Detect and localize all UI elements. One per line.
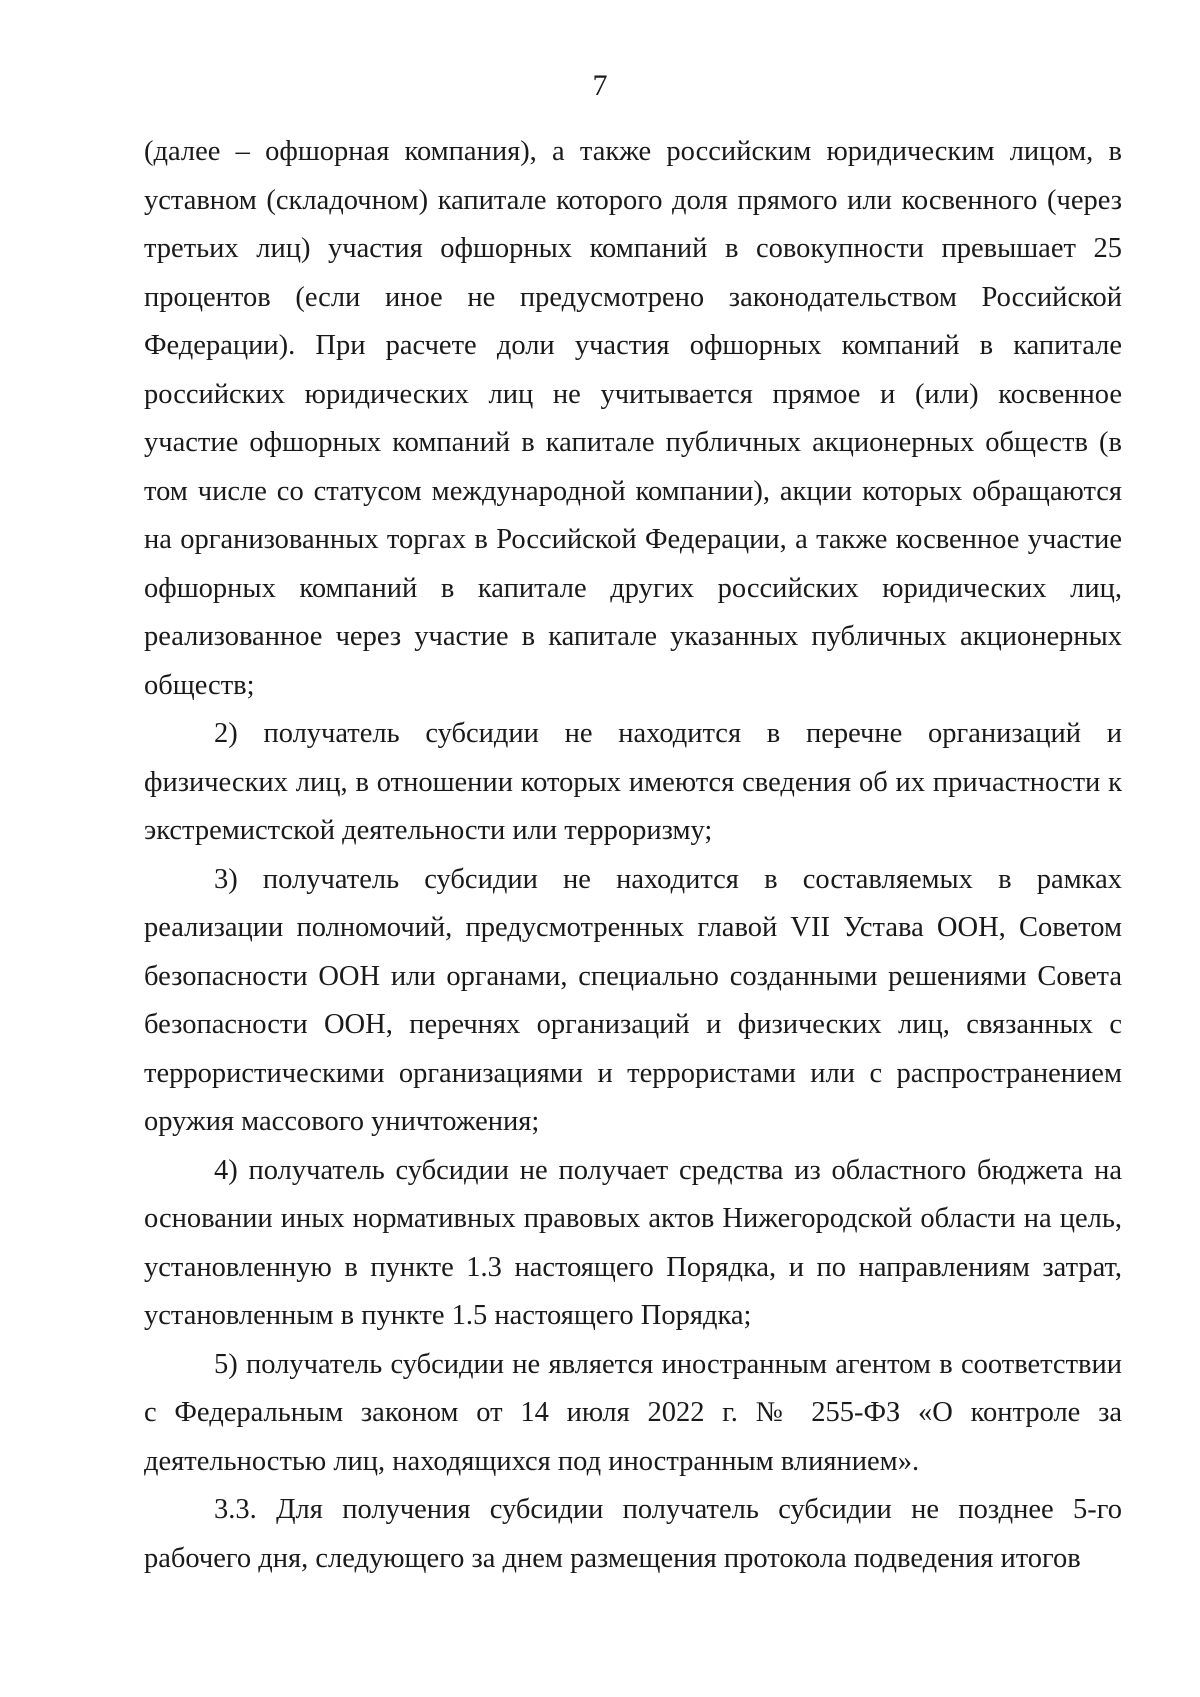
document-body (144, 128, 1122, 1583)
paragraph-item-5: 5) получатель субсидии не является иностранным агентом в соответствии с Федеральным законом от 14 июля 2022 г. № 255-ФЗ «О контроле за деятельностью лиц, находящихся под иностранным влиянием». (144, 1348, 1122, 1477)
paragraph-item-3: 3) получатель субсидии не находится в составляемых в рамках реализации полномочий, предусмотренных главой VII Устава ООН, Советом безопасности ООН или органами, специально созданными решениями Совета безопасности ООН, перечнях организаций и физических лиц, связанных с террористическими организациями и террористами или с распространением оружия массового уничтожения; (144, 863, 1122, 1137)
paragraph-section-3-3: 3.3. Для получения субсидии получатель субсидии не позднее 5-го рабочего дня, следующего за днем размещения протокола подведения итогов (144, 1494, 1122, 1574)
paragraph-item-4: 4) получатель субсидии не получает средства из областного бюджета на основании иных нормативных правовых актов Нижегородской области на цель, установленную в пункте 1.3 настоящего Порядка, и по направлениям затрат, установленным в пункте 1.5 настоящего Порядка; (144, 1154, 1122, 1331)
page-number: 7 (592, 69, 608, 102)
paragraph-item-2: 2) получатель субсидии не находится в перечне организаций и физических лиц, в отношении которых имеются сведения об их причастности к экстремистской деятельности или терроризму; (144, 718, 1122, 846)
paragraph-offshore-continuation: (далее – офшорная компания), а также российским юридическим лицом, в уставном (складочном) капитале которого доля прямого или косвенного (через третьих лиц) участия офшорных компаний в совокупности превышает 25 процентов (если иное не предусмотрено законодательством Российской Федерации). При расчете доли участия офшорных компаний в капитале российских юридических лиц не учитывается прямое и (или) косвенное участие офшорных компаний в капитале публичных акционерных обществ (в том числе со статусом международной компании), акции которых обращаются на организованных торгах в Российской Федерации, а также косвенное участие офшорных компаний в капитале других российских юридических лиц, реализованное через участие в капитале указанных публичных акционерных обществ; (144, 136, 1122, 701)
